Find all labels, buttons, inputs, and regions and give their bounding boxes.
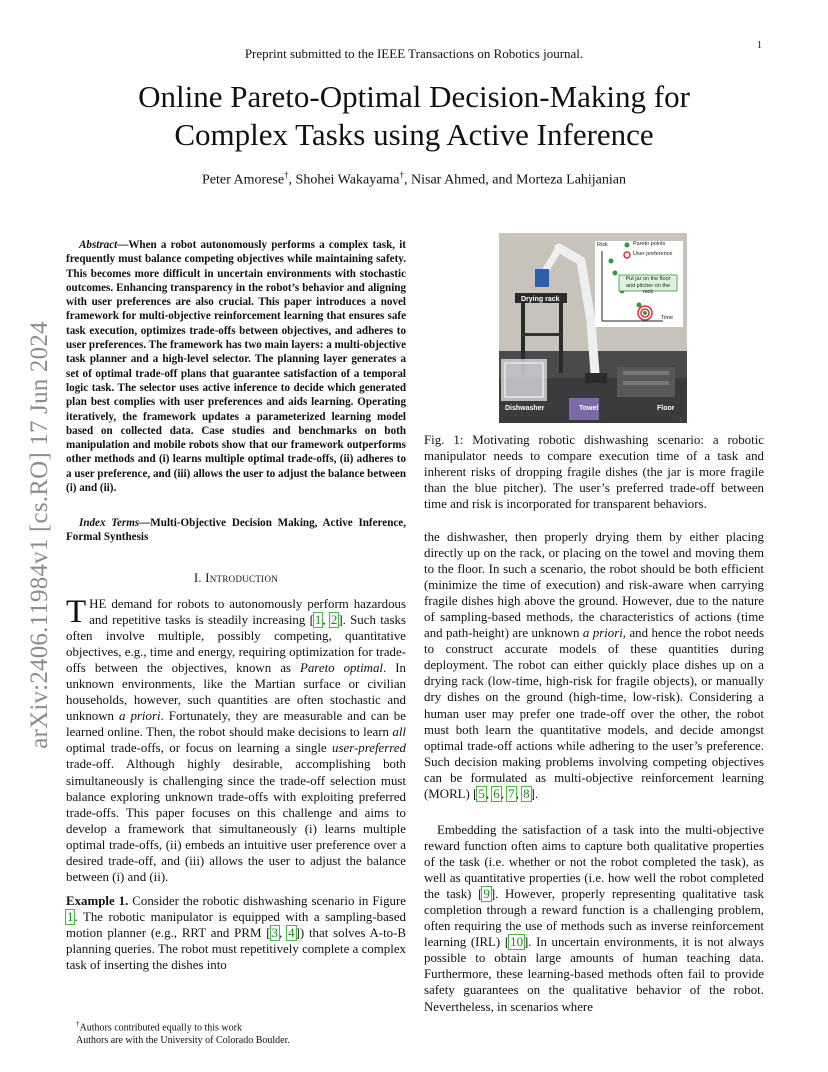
intro-text-2: Such tasks often involve multiple, possibly competing, quantitative objectives, e.g., time and energy, requiring optimization for trade-offs between the objectives, known as <box>66 613 406 676</box>
title-line-1: Online Pareto-Optimal Decision-Making for <box>138 79 690 114</box>
right-text-5: ]. However, properly representing qualitative task completion through a reward function is a challenging problem, often requiring the use of methods such as inverse reinforcement learning (IRL) [ <box>424 887 765 950</box>
citation-link[interactable]: 7 <box>508 786 515 801</box>
figure-1 <box>499 233 687 423</box>
intro-text-1: HE demand for robots to autonomously perform hazardous and repetitive tasks is steadily increasing <box>89 597 406 628</box>
index-terms <box>66 516 406 545</box>
example-label: Example 1. <box>66 894 129 908</box>
citation-link[interactable]: 4 <box>288 926 295 941</box>
citation-link[interactable]: 2 <box>330 613 338 628</box>
figure-caption: Fig. 1: Motivating robotic dishwashing scenario: a robotic manipulator needs to compare execution time of a task and inherent risks of dropping fragile dishes (the jar is more fragile than the blue pitcher). The user’s preferred trade-off between time and risk is incorporated for transparent behaviors. <box>424 433 764 512</box>
footnote-text-1: Authors contributed equally to this work <box>79 1022 242 1034</box>
right-paragraph-1: the dishwasher, then properly drying them by either placing directly up on the rack, or placing on the towel and moving them to the floor. In such a scenario, the robot should be both efficient (minimize the time of execution) and risk-aware when carrying fragile dishes high above the ground. However, due to the nature of sampling-based methods, the characteristics of actions (time and path-height) are unknown a priori, and hence the robot needs to construct accurate models of these quantities during deployment. The robot can either quickly place dishes up on a drying rack (low-time, high-risk for fragile objects), or manually dry dishes on the ground (high-time, low-risk). Considering a human user may prefer one trade-off over the other, the robot must both learn the quantitative models, and decide amongst optimal trade-off actions while adhering to the user’s preference. Such decision making problems involving competing objectives can be formulated as multi-objective reinforcement learning (MORL) [5, 6, 7, 8]. <box>424 530 765 801</box>
dropcap: T <box>66 594 87 630</box>
arxiv-sidebar <box>10 300 70 770</box>
legend-pareto: Pareto points <box>633 241 666 247</box>
citation-link[interactable]: 3 <box>271 926 278 941</box>
citation-link[interactable]: 6 <box>493 786 500 801</box>
intro-text-5: optimal trade-offs, or focus on learning a single <box>66 741 333 756</box>
axis-label-risk: Risk <box>597 242 608 248</box>
footnote <box>66 1018 406 1048</box>
figure-photo <box>499 233 687 423</box>
section-name: Introduction <box>205 571 279 585</box>
right-text-6: ]. In uncertain environments, it is not always possible to obtain large amounts of human teaching data. Furthermore, these learning-based methods often fail to provide safety guarantees on the qualitative behavior of the robot. Nevertheless, in scenarios where <box>424 935 764 1014</box>
example-text-3: ) that solves A-to-B planning queries. The robot must repetitively complete a complex task of inserting the dishes into <box>66 926 406 973</box>
right-text-4: Embedding the satisfaction of a task into the multi-objective reward function often aims to capture both qualitative properties of the task (i.e. whether or not the robot completed the task), as well as quantitative properties (i.e. how well the robot completed the task) [ <box>424 823 764 902</box>
svg-text:↕: ↕ <box>679 417 682 423</box>
author-list <box>0 170 828 189</box>
citation-link[interactable]: 10 <box>510 935 524 950</box>
intro-emph-pareto: Pareto optimal <box>299 661 384 676</box>
citation-link[interactable]: 9 <box>483 887 490 902</box>
label-dishwasher: Dishwasher <box>505 405 545 412</box>
legend-user-pref: User preference <box>633 251 673 257</box>
right-text-1: the dishwasher, then properly drying them by either placing directly up on the rack, or placing on the towel and moving them to the floor. In such a scenario, the robot should be both efficient (minimize the time of execution) and risk-aware when carrying fragile dishes high above the ground. However, due to the nature of sampling-based methods, the characteristics of actions (time and path-height) are unknown <box>424 530 764 641</box>
author-rest: , Nisar Ahmed, and Morteza Lahijanian <box>404 172 626 188</box>
right-emph-apriori: a priori <box>582 626 623 641</box>
example-text-2: . The robotic manipulator is equipped with a sampling-based motion planner (e.g., RRT and PRM <box>66 910 406 941</box>
footnote-line-2: Authors are with the University of Colorado Boulder. <box>76 1035 290 1047</box>
intro-emph-all: all <box>392 725 406 740</box>
paper-title <box>40 78 788 154</box>
section-number: I. <box>193 571 202 585</box>
right-paragraph-2 <box>424 822 764 1015</box>
intro-emph-userpref: user-preferred <box>332 741 406 756</box>
dagger-mark: † <box>76 1020 80 1028</box>
abstract <box>66 238 406 495</box>
intro-text-6: trade-off. Although highly desirable, accomplishing both simultaneously is challenging since the trade-off selection must balance exploring unknown trade-offs with exploiting preferred trade-offs. This paper focuses on this challenge and aims to develop a framework that simultaneously (i) learns multiple optimal trade-offs, (ii) embeds an intuitive user preference over a desired trade-off, and (iii) allows the user to adjust the balance between (i) and (ii). <box>66 757 406 884</box>
axis-label-time: Time <box>661 315 674 321</box>
example-paragraph: Example 1. Consider the robotic dishwashing scenario in Figure 1. The robotic manipulator is equipped with a sampling-based motion planner (e.g., RRT and PRM [3, 4]) that solves A-to-B planning queries. The robot must repetitively complete a complex task of inserting the dishes into <box>66 894 406 973</box>
title-line-2: Complex Tasks using Active Inference <box>174 117 654 152</box>
label-towel: Towel <box>579 405 599 412</box>
citation-link[interactable]: 1 <box>314 613 322 628</box>
intro-paragraph: THE demand for robots to autonomously perform hazardous and repetitive tasks is steadily increasing [1, 2]. Such tasks often involve multiple, possibly competing, quantitative objectives, e.g., time and energy, requiring optimization for trade-offs between the objectives, known as Pareto optimal. In unknown environments, like the Martian surface or civilian households, however, such quantities are often stochastic and unknown a priori. Fortunately, they are measurable and can be learned online. Then, the robot should make decisions to learn all optimal trade-offs, or focus on learning a single user-preferred trade-off. Although highly desirable, accomplishing both simultaneously is challenging since the trade-off selection must balance exploring unknown trade-offs with exploiting preferred trade-offs. This paper focuses on this challenge and aims to develop a framework that simultaneously (i) learns multiple optimal trade-offs, (ii) embeds an intuitive user preference over a desired trade-off, and (iii) allows the user to adjust the balance between (i) and (ii). <box>66 594 407 884</box>
label-drying-rack: Drying rack <box>521 296 560 303</box>
intro-text-3: . In unknown environments, like the Martian surface or civilian households, however, such quantities are often stochastic and unknown <box>66 661 407 724</box>
figure-link[interactable]: 1 <box>67 910 74 925</box>
footnote-line-1 <box>66 1018 406 1035</box>
callout-text: Put jar on the floor and pitcher on the rack <box>625 276 671 295</box>
right-text-2: , and hence the robot needs to construct accurate models of these quantities during deployment. The robot can either quickly place dishes up on a drying rack (low-time, high-risk for fragile objects), or manually dry dishes on the ground (high-time, low-risk). Considering a human user may prefer one trade-off over the other, the robot must both learn the quantitative models, and decide amongst optimal trade-off actions while adhering to the user’s preference. Such decision making problems involving competing objectives can be formulated as multi-objective reinforcement learning (MORL) [ <box>424 626 765 801</box>
dagger-mark: † <box>284 170 289 180</box>
index-terms-text: —Multi-Objective Decision Making, Active Inference, Formal Synthesis <box>66 517 406 544</box>
abstract-label: Abstract <box>79 239 118 251</box>
abstract-text: When a robot autonomously performs a complex task, it frequently must balance competing objectives while maintaining safety. This becomes more difficult in uncertain environments with stochastic outcomes. Enhancing transparency in the robot’s behavior and aligning with user preferences are also crucial. This paper introduces a novel framework for multi-objective reinforcement learning that ensures safe task execution, optimizes trade-offs between objectives, and adheres to user preferences. The framework has two main layers: a multi-objective task planner and a high-level selector. The planning layer generates a set of optimal trade-off plans that guarantee satisfaction of a temporal logic task. The selector uses active inference to decide which generated plan best complies with user preferences and aids learning. Operating iteratively, the framework updates a parameterized learning model based on collected data. Case studies and benchmarks on both manipulation and mobile robots show that our framework outperforms other methods and (i) learns multiple optimal trade-offs, (ii) adheres to a user preference, and (iii) allows the user to adjust the balance between (i) and (ii). <box>66 239 406 495</box>
label-floor: Floor <box>657 405 675 412</box>
intro-text-4: . Fortunately, they are measurable and can be learned online. Then, the robot should make decisions to learn <box>66 709 406 740</box>
right-text-3: ]. <box>530 786 539 801</box>
author-2: , Shohei Wakayama <box>288 172 400 188</box>
index-terms-label: Index Terms <box>79 517 140 529</box>
author-1: Peter Amorese <box>202 172 285 188</box>
dagger-mark: † <box>399 170 405 180</box>
journal-note: Preprint submitted to the IEEE Transactions on Robotics journal. <box>244 46 584 61</box>
arxiv-identifier: arXiv:2406.11984v1 [cs.RO] 17 Jun 2024 <box>26 321 53 749</box>
page-number: 1 <box>757 40 762 51</box>
intro-emph-apriori: a priori <box>119 709 161 724</box>
example-text-1: Consider the robotic dishwashing scenario in Figure <box>128 894 406 908</box>
citation-link[interactable]: 5 <box>478 786 485 801</box>
abstract-dash: — <box>117 239 129 251</box>
section-heading <box>66 571 406 586</box>
citation-link[interactable]: 8 <box>523 786 530 801</box>
